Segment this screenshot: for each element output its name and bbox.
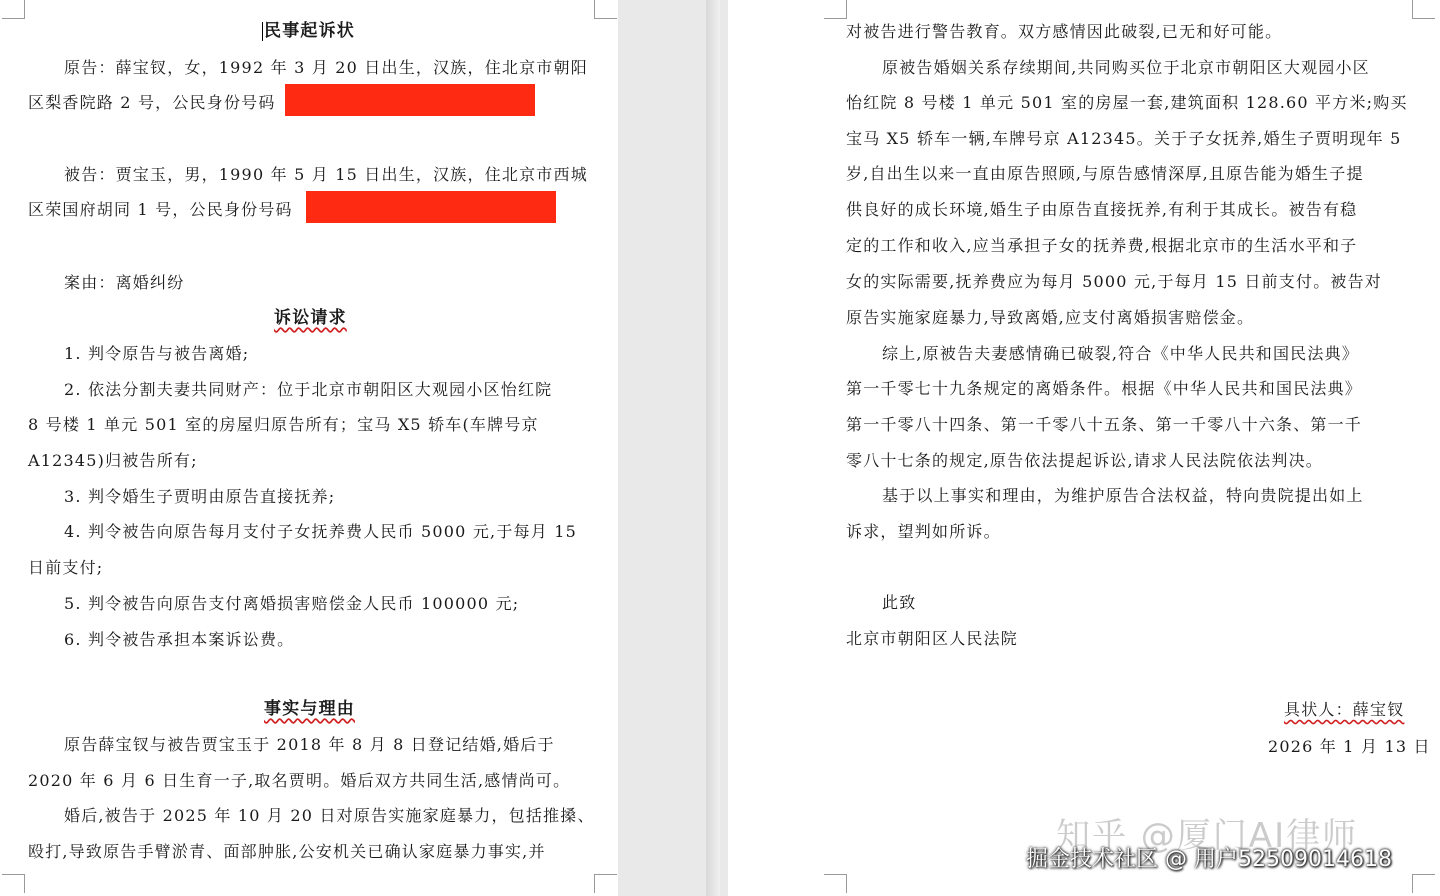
body-line: 对被告进行警告教育。双方感情因此破裂,已无和好可能。 bbox=[846, 22, 1283, 41]
facts-paragraph-line: 2020 年 6 月 6 日生育一子,取名贾明。婚后双方共同生活,感情尚可。 bbox=[28, 771, 571, 790]
margin-corner-mark bbox=[824, 874, 847, 893]
plaintiff-info-line: 原告：薛宝钗，女，1992 年 3 月 20 日出生，汉族，住北京市朝阳 bbox=[64, 58, 588, 77]
margin-corner-mark bbox=[594, 0, 617, 19]
signature-line: 具状人：薛宝钗 bbox=[1284, 700, 1405, 719]
claim-item-continued: 8 号楼 1 单元 501 室的房屋归原告所有；宝马 X5 轿车(车牌号京 bbox=[28, 415, 539, 434]
margin-corner-mark bbox=[2, 0, 25, 19]
redacted-id-number bbox=[306, 191, 556, 223]
juejin-watermark: 掘金技术社区 @ 用户52509014618 bbox=[1026, 847, 1392, 872]
facts-paragraph-line: 原告薛宝钗与被告贾宝玉于 2018 年 8 月 8 日登记结婚,婚后于 bbox=[64, 735, 555, 754]
body-line: 女的实际需要,抚养费应为每月 5000 元,于每月 15 日前支付。被告对 bbox=[846, 272, 1382, 291]
body-line: 宝马 X5 轿车一辆,车牌号京 A12345。关于子女抚养,婚生子贾明现年 5 bbox=[846, 129, 1402, 148]
body-line: 定的工作和收入,应当承担子女的抚养费,根据北京市的生活水平和子 bbox=[846, 236, 1358, 255]
redacted-id-number bbox=[285, 84, 535, 116]
body-line: 诉求，望判如所诉。 bbox=[846, 522, 1001, 541]
body-line: 第一千零七十九条规定的离婚条件。根据《中华人民共和国民法典》 bbox=[846, 379, 1363, 398]
margin-corner-mark bbox=[1412, 874, 1435, 893]
claim-item: 3. 判令婚生子贾明由原告直接抚养; bbox=[64, 487, 336, 506]
plaintiff-address-line: 区梨香院路 2 号，公民身份号码 bbox=[28, 93, 276, 112]
claim-item: 6. 判令被告承担本案诉讼费。 bbox=[64, 630, 295, 649]
claim-item: 4. 判令被告向原告每月支付子女抚养费人民币 5000 元,于每月 15 bbox=[64, 522, 577, 541]
body-line: 基于以上事实和理由，为维护原告合法权益，特向贵院提出如上 bbox=[882, 486, 1364, 505]
claim-item-continued: A12345)归被告所有; bbox=[28, 451, 198, 470]
page-shadow bbox=[706, 0, 720, 896]
zhihu-watermark: 知乎 @厦门AI律师 bbox=[1056, 816, 1359, 856]
body-line: 零八十七条的规定,原告依法提起诉讼,请求人民法院依法判决。 bbox=[846, 451, 1323, 470]
margin-corner-mark bbox=[594, 874, 617, 893]
body-line: 怡红院 8 号楼 1 单元 501 室的房屋一套,建筑面积 128.60 平方米;购买 bbox=[846, 93, 1408, 112]
document-date: 2026 年 1 月 13 日 bbox=[1268, 737, 1431, 756]
body-line: 岁,自出生以来一直由原告照顾,与原告感情深厚,且原告能为婚生子提 bbox=[846, 164, 1364, 183]
case-cause: 案由：离婚纠纷 bbox=[64, 273, 185, 292]
defendant-info-line: 被告：贾宝玉，男，1990 年 5 月 15 日出生，汉族，住北京市西城 bbox=[64, 165, 588, 184]
salutation: 此致 bbox=[882, 593, 917, 612]
claims-heading: 诉讼请求 bbox=[274, 308, 347, 328]
body-line: 原告实施家庭暴力,导致离婚,应支付离婚损害赔偿金。 bbox=[846, 308, 1255, 327]
claim-item: 1. 判令原告与被告离婚; bbox=[64, 344, 250, 363]
margin-corner-mark bbox=[1412, 0, 1435, 19]
margin-corner-mark bbox=[824, 0, 847, 19]
claim-item: 2. 依法分割夫妻共同财产：位于北京市朝阳区大观园小区怡红院 bbox=[64, 380, 553, 399]
facts-heading: 事实与理由 bbox=[264, 699, 355, 719]
margin-corner-mark bbox=[2, 874, 25, 893]
body-line: 供良好的成长环境,婚生子由原告直接抚养,有利于其成长。被告有稳 bbox=[846, 200, 1358, 219]
text-cursor bbox=[262, 22, 263, 41]
page-gutter bbox=[618, 0, 728, 896]
facts-paragraph-line: 婚后,被告于 2025 年 10 月 20 日对原告实施家庭暴力，包括推搡、 bbox=[64, 806, 595, 825]
document-page-left bbox=[0, 0, 618, 896]
court-name: 北京市朝阳区人民法院 bbox=[846, 629, 1019, 648]
body-line: 综上,原被告夫妻感情确已破裂,符合《中华人民共和国民法典》 bbox=[882, 344, 1359, 363]
defendant-address-line: 区荣国府胡同 1 号，公民身份号码 bbox=[28, 200, 293, 219]
facts-paragraph-line: 殴打,导致原告手臂淤青、面部肿胀,公安机关已确认家庭暴力事实,并 bbox=[28, 842, 546, 861]
claim-item-continued: 日前支付; bbox=[28, 558, 104, 577]
body-line: 原被告婚姻关系存续期间,共同购买位于北京市朝阳区大观园小区 bbox=[882, 58, 1370, 77]
body-line: 第一千零八十四条、第一千零八十五条、第一千零八十六条、第一千 bbox=[846, 415, 1363, 434]
claim-item: 5. 判令被告向原告支付离婚损害赔偿金人民币 100000 元; bbox=[64, 594, 520, 613]
document-page-right bbox=[728, 0, 1440, 896]
document-title[interactable]: 民事起诉状 bbox=[264, 21, 355, 41]
